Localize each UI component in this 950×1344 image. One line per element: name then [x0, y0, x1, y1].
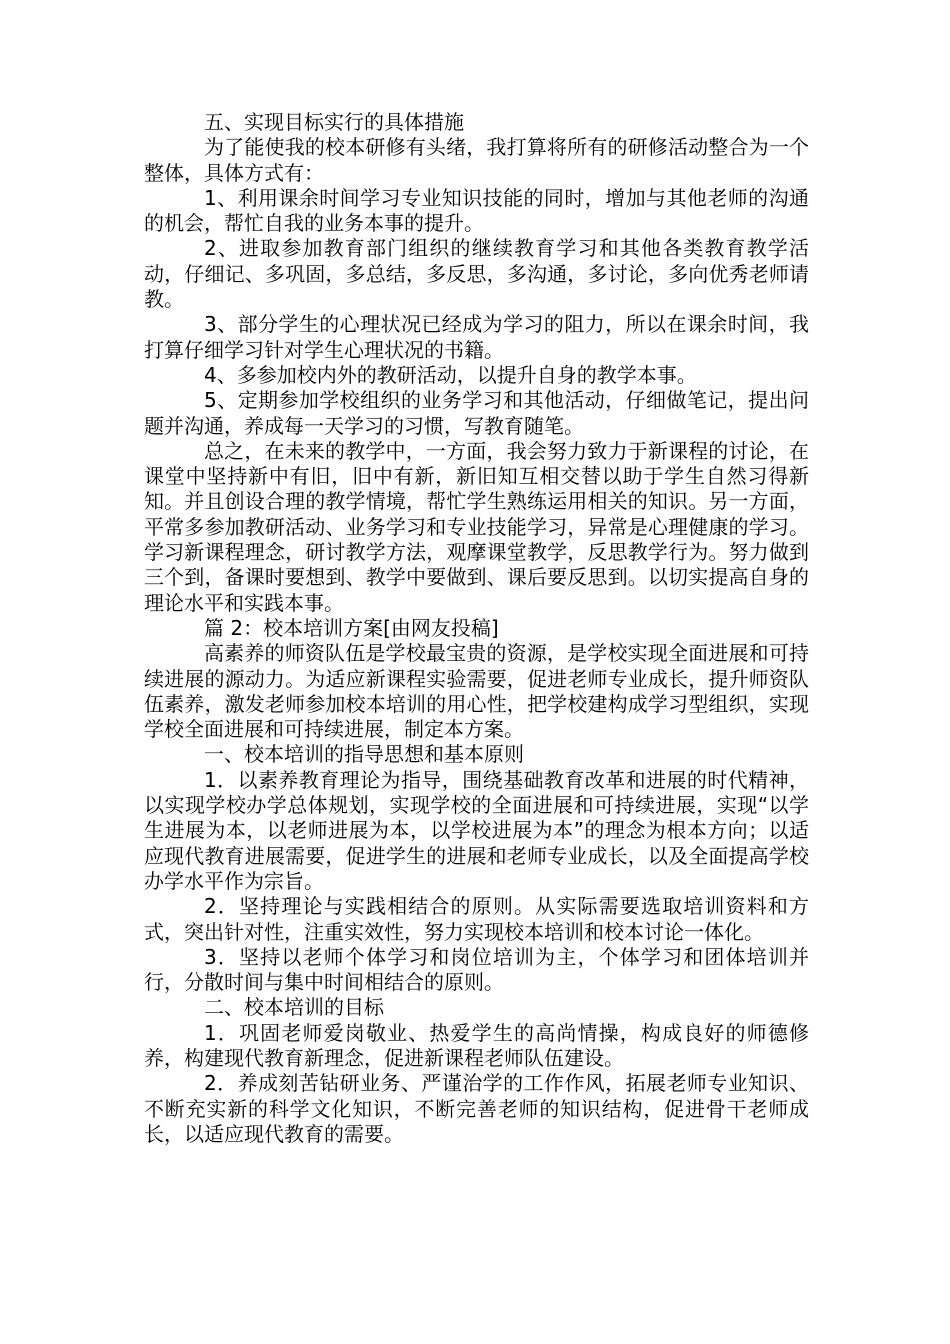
- list-item-5: 5、定期参加学校组织的业务学习和其他活动，仔细做笔记，提出问题并沟通，养成每一天学习的习惯，写教育随笔。: [144, 388, 809, 438]
- list-item-2: 2、进取参加教育部门组织的继续教育学习和其他各类教育教学活动，仔细记、多巩固，多总结，多反思，多沟通，多讨论，多向优秀老师请教。: [144, 236, 809, 312]
- document-page: [144, 110, 809, 1147]
- section-heading-goals: 二、校本培训的目标: [204, 995, 384, 1020]
- goal-item-2: 2．养成刻苦钻研业务、严谨治学的工作作风，拓展老师专业知识、不断充实新的科学文化知识，不断完善老师的知识结构，促进骨干老师成长，以适应现代教育的需要。: [144, 1071, 809, 1146]
- section-heading-measures: 五、实现目标实行的具体措施: [204, 110, 464, 134]
- paragraph-intro: 为了能使我的校本研修有头绪，我打算将所有的研修活动整合为一个整体，具体方式有：: [144, 135, 809, 185]
- section-heading-principles: 一、校本培训的指导思想和基本原则: [204, 742, 524, 767]
- principle-item-2: 2．坚持理论与实践相结合的原则。从实际需要选取培训资料和方式，突出针对性，注重实效性，努力实现校本培训和校本讨论一体化。: [144, 894, 809, 944]
- article-title-part2: 篇 2：校本培训方案[由网友投稿]: [204, 615, 499, 640]
- list-item-4: 4、多参加校内外的教研活动，以提升自身的教学本事。: [204, 362, 697, 387]
- goal-item-1: 1．巩固老师爱岗敬业、热爱学生的高尚情操，构成良好的师德修养，构建现代教育新理念，促进新课程老师队伍建设。: [144, 1020, 809, 1070]
- paragraph-part2-intro: 高素养的师资队伍是学校最宝贵的资源，是学校实现全面进展和可持续进展的源动力。为适应新课程实验需要，促进老师专业成长，提升师资队伍素养，激发老师参加校本培训的用心性，把学校建构成学习型组织，实现学校全面进展和可持续进展，制定本方案。: [144, 641, 809, 742]
- paragraph-summary: 总之，在未来的教学中，一方面，我会努力致力于新课程的讨论，在课堂中坚持新中有旧，旧中有新，新旧知互相交替以助于学生自然习得新知。并且创设合理的教学情境，帮忙学生熟练运用相关的知识。另一方面，平常多参加教研活动、业务学习和专业技能学习，异常是心理健康的学习。学习新课程理念，研讨教学方法，观摩课堂教学，反思教学行为。努力做到三个到，备课时要想到、教学中要做到、课后要反思到。以切实提高自身的理论水平和实践本事。: [144, 438, 809, 615]
- list-item-3: 3、部分学生的心理状况已经成为学习的阻力，所以在课余时间，我打算仔细学习针对学生心理状况的书籍。: [144, 312, 809, 362]
- list-item-1: 1、利用课余时间学习专业知识技能的同时，增加与其他老师的沟通的机会，帮忙自我的业务本事的提升。: [144, 185, 809, 236]
- principle-item-1: 1．以素养教育理论为指导，围绕基础教育改革和进展的时代精神，以实现学校办学总体规划，实现学校的全面进展和可持续进展，实现“以学生进展为本，以老师进展为本，以学校进展为本”的理念为根本方向；以适应现代教育进展需要，促进学生的进展和老师专业成长，以及全面提高学校办学水平作为宗旨。: [144, 767, 809, 893]
- principle-item-3: 3．坚持以老师个体学习和岗位培训为主，个体学习和团体培训并行，分散时间与集中时间相结合的原则。: [144, 944, 809, 995]
